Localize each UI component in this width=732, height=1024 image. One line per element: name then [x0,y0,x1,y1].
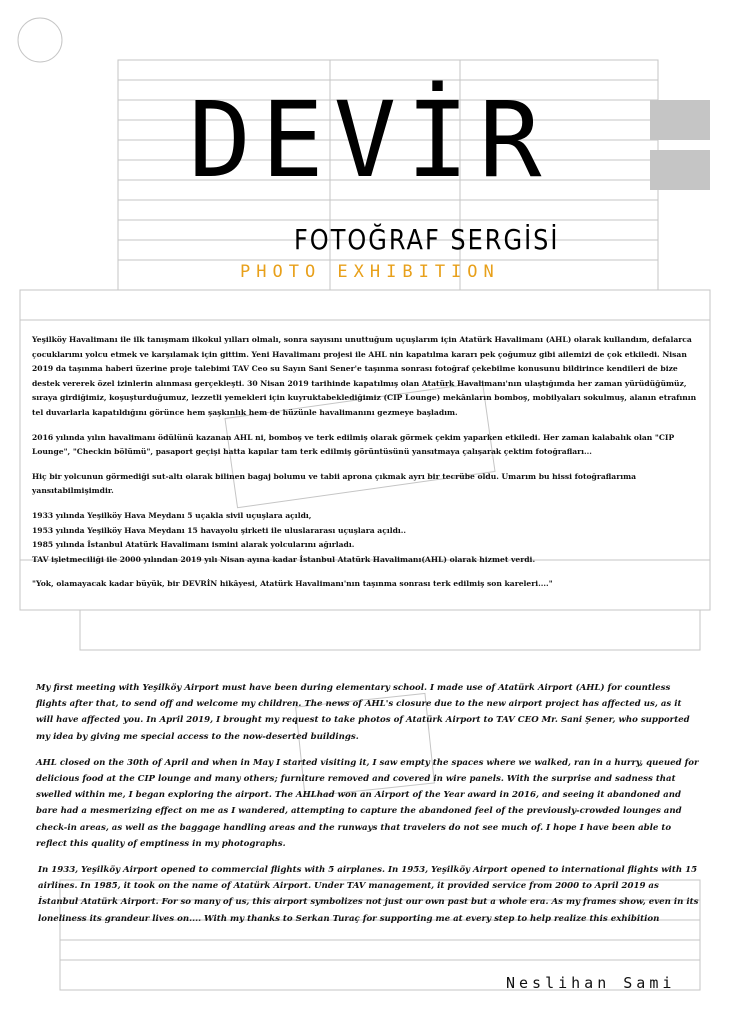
english-paragraph: In 1933, Yeşilköy Airport opened to commercial flights with 5 airplanes. In 1953, Yeşilköy Airport opened to international flights with 15 airlines. In 1985, it took on the name of Atatürk Airport. Under TAV management, it provided service from 2000 to April 2019 as İstanbul Atatürk Airport. For so many of us, this airport symbolizes not just our own past but a whole era. As my frames show, even in its loneliness its grandeur lives on.... With my thanks to Serkan Turaç for supporting me at every step to help realize this exhibition [38,865,699,924]
turkish-paragraph: 2016 yılında yılın havalimanı ödülünü kazanan AHL ni, bomboş ve terk edilmiş olarak görmek çekim yaparken etkiledi. Her zaman kalabalık olan "CIP Lounge", "Checkin bölümü", pasaport geçişi hatta kapılar tam terk edilmiş görüntüsünü yansıtmaya çalışarak çektim fotoğrafları... [32,432,675,457]
turkish-paragraph: Hiç bir yolcunun görmediği sut-altı olarak bilinen bagaj bolumu ve tabii aprona çıkmak ayrı bir tecrübe oldu. Umarım bu hissi fotoğraflarıma yansıtabilmişimdir. [32,471,637,496]
english-text-block [36,680,700,937]
exhibition-title: DEVİR [188,79,552,201]
english-paragraph: AHL closed on the 30th of April and when in May I started visiting it, I saw empty the spaces where we walked, ran in a hurry, queued for delicious food at the CIP lounge and many others; furniture removed and covered in wire panels. With the surprise and sadness that swelled within me, I began exploring the airport. The AHLhad won an Airport of the Year award in 2016, and seeing it abandoned and bare had a mesmerizing effect on me as I wandered, attempting to capture the abandoned feel of the previously-crowded lounges and check-in areas, as well as the baggage handling areas and the runways that travelers do not see much of. I hope I have been able to reflect this quality of emptiness in my photographs. [36,757,699,849]
turkish-paragraph: Yeşilköy Havalimanı ile ilk tanışmam ilkokul yılları olmalı, sonra sayısını unuttuğum uçuşlarım için Atatürk Havalimanı (AHL) olarak kullandım, defalarca çocuklarımı yolcu etmek ve karşılamak için gittim. Yeni Havalimanı projesi ile AHL nin kapatılma kararı pek çoğumuz gibi ailemizi de çok etkiledi. Nisan 2019 da taşınma haberi üzerine proje talebimi TAV Ceo su Sayın Sani Sener'e taşınma sonrası fotoğraf çekebilme konusunu bildirince kendileri de bize destek vererek özel izinlerin alınması gerçekleşti. 30 Nisan 2019 tarihinde kapatılmış olan Atatürk Havalimanı'nın ulaştığımda her zaman yürüdüğümüz, sıraya girdiğimiz, koşuşturduğumuz, lezzetli yemekleri için kuyruktabeklediğimiz (CIP Lounge) mekânların bomboş, mobilyaları sokulmuş, alanın etrafının tel duvarlarla kapatıldığını görünce hem şaşkınlık hem de hüzünle havalimanını gezmeye başladım. [32,335,697,417]
exhibition-subtitle-english: PHOTO EXHIBITION [240,262,500,282]
english-paragraph: My first meeting with Yeşilköy Airport must have been during elementary school. I made use of Atatürk Airport (AHL) for countless flights after that, to send off and welcome my children. The news of AHL's closure due to the new airport project has affected us, as it will have affected you. In April 2019, I brought my request to take photos of Atatürk Airport to TAV CEO Mr. Sani Şener, who supported my idea by giving me special access to the now-deserted buildings. [36,683,690,742]
author-name: Neslihan Sami [506,974,676,992]
turkish-history-list: 1933 yılında Yeşilköy Hava Meydanı 5 uçakla sivil uçuşlara açıldı, 1953 yılında Yeşilköy Hava Meydanı 15 havayolu şirketi ile uluslararası uçuşlara açıldı.. 1985 yılında İstanbul Atatürk Havalimanı ismini alarak yolcularını ağırladı. TAV işletmeciliği ile 2000 yılından 2019 yılı Nisan ayına kadar İstanbul Atatürk Havalimanı(AHL) olarak hizmet verdi. [32,510,536,564]
exhibition-subtitle-turkish: FOTOĞRAF SERGİSİ [294,223,560,257]
turkish-text-block [32,333,704,602]
turkish-quote: "Yok, olamayacak kadar büyük, bir DEVRİN hikâyesi, Atatürk Havalimanı'nın taşınma sonrası terk edilmiş son kareleri...." [32,579,553,589]
